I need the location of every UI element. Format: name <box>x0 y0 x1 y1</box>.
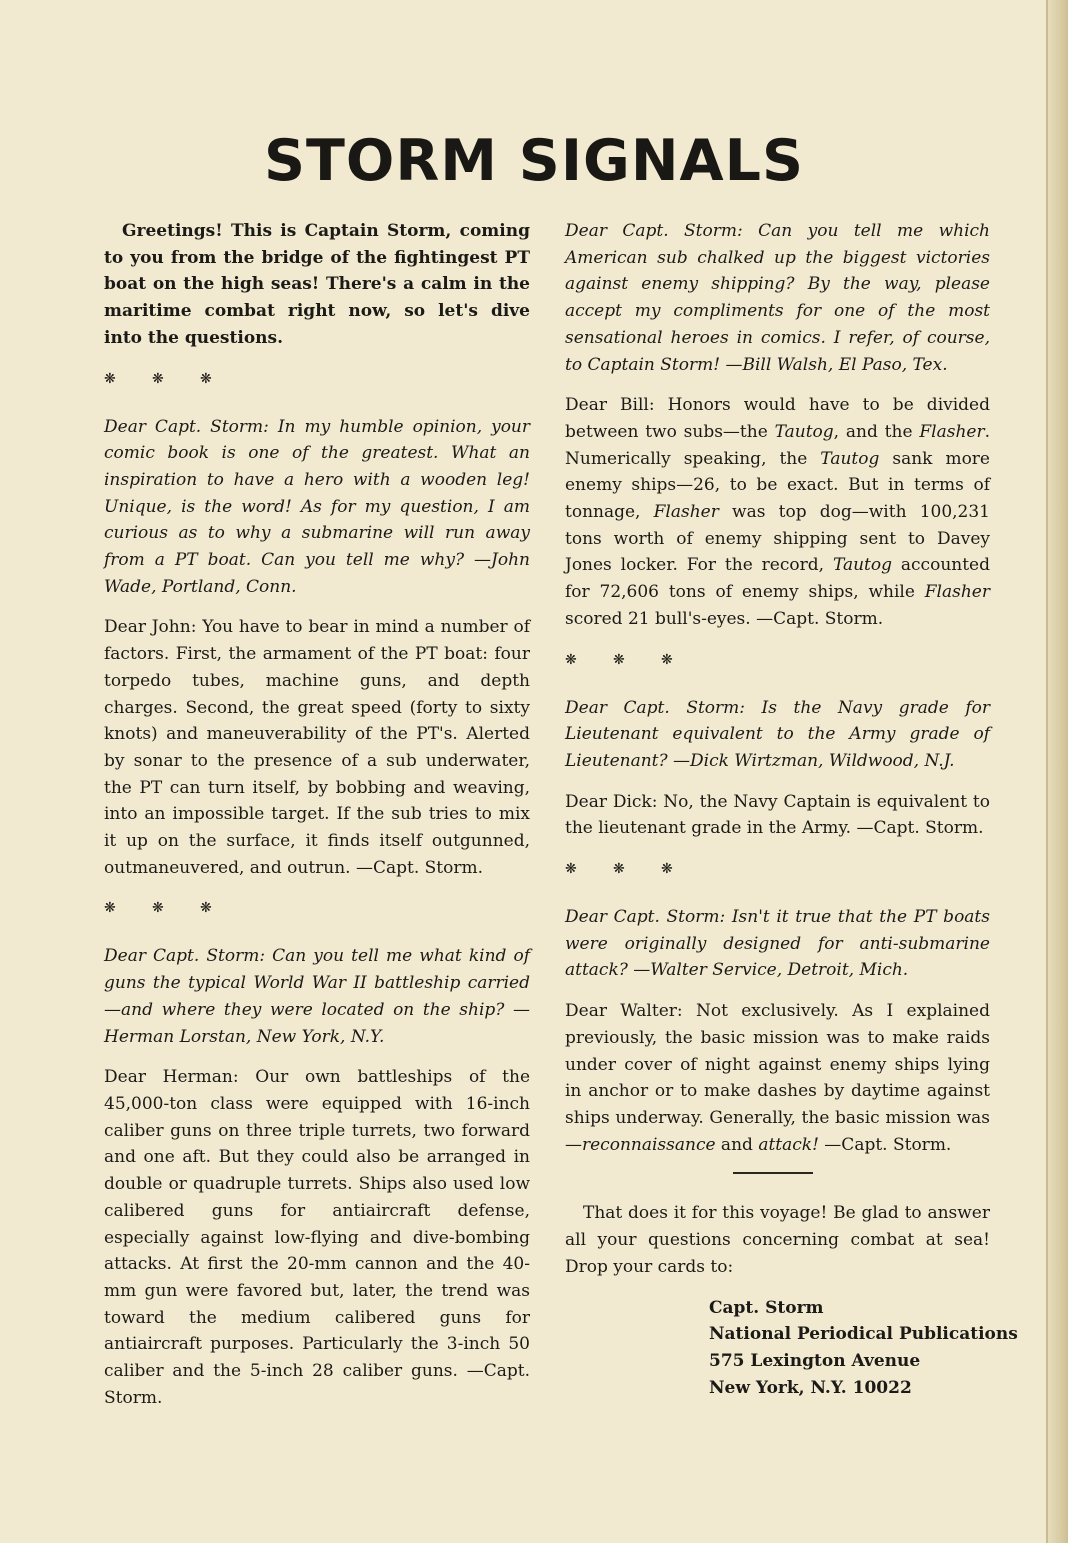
captain-reply: Dear John: You have to bear in mind a number of factors. First, the armament of the PT boat: four torpedo tubes, machine guns, and depth charges. Second, the great speed (forty to sixty knots) and maneuverability of the PT's. Alerted by sonar to the presence of a sub underwater, the PT can turn itself, by bobbing and weaving, into an impossible target. If the sub tries to mix it up on the surface, it finds itself outgunned, outmaneuvered, and outrun. —Capt. Storm. <box>104 617 530 878</box>
separator-mark: ❋ <box>152 900 164 917</box>
page-fold <box>1046 0 1048 1543</box>
separator <box>104 366 530 392</box>
address-line: 575 Lexington Avenue <box>709 1350 921 1371</box>
page-edge <box>1046 0 1068 1543</box>
captain-reply: Dear Walter: Not exclusively. As I explained previously, the basic mission was to make raids under cover of night against enemy ships lying in anchor or to make dashes by daytime against ships underway. Generally, the basic mission was —reconnaissance and attack! —Capt. Storm. <box>565 1001 990 1155</box>
separator-mark: ❋ <box>200 900 212 917</box>
left-column <box>104 218 530 1425</box>
reader-letter: Dear Capt. Storm: Can you tell me which American sub chalked up the biggest victories against enemy shipping? By the way, please accept my compliments for one of the most sensational heroes in comics. I refer, of course, to Captain Storm! —Bill Walsh, El Paso, Tex. <box>565 221 990 375</box>
captain-reply: Dear Bill: Honors would have to be divided between two subs—the Tautog, and the Flasher. Numerically speaking, the Tautog sank more enemy ships—26, to be exact. But in terms of tonnage, Flasher was top dog—with 100,231 tons worth of enemy shipping sent to Davey Jones locker. For the record, Tautog accounted for 72,606 tons of enemy ships, while Flasher scored 21 bull's-eyes. —Capt. Storm. <box>565 395 990 629</box>
separator <box>565 856 990 882</box>
separator-mark: ❋ <box>661 651 673 668</box>
address-line: New York, N.Y. 10022 <box>709 1377 912 1398</box>
separator-mark: ❋ <box>104 370 116 387</box>
closing-paragraph: That does it for this voyage! Be glad to answer all your questions concerning combat at sea! Drop your cards to: <box>565 1203 990 1277</box>
separator <box>565 647 990 673</box>
separator-mark: ❋ <box>613 651 625 668</box>
reader-letter: Dear Capt. Storm: In my humble opinion, your comic book is one of the greatest. What an inspiration to have a hero with a wooden leg! Unique, is the word! As for my question, I am curious as to why a submarine will run away from a PT boat. Can you tell me why? —John Wade, Portland, Conn. <box>104 416 530 597</box>
separator <box>104 895 530 921</box>
reader-letter: Dear Capt. Storm: Isn't it true that the PT boats were originally designed for anti-submarine attack? —Walter Service, Detroit, Mich. <box>565 907 990 981</box>
separator-mark: ❋ <box>565 651 577 668</box>
separator-mark: ❋ <box>613 861 625 878</box>
separator-mark: ❋ <box>104 900 116 917</box>
separator-mark: ❋ <box>200 370 212 387</box>
reader-letter: Dear Capt. Storm: Can you tell me what kind of guns the typical World War II battleship carried —and where they were located on the ship? —Herman Lorstan, New York, N.Y. <box>104 946 530 1047</box>
divider <box>733 1172 813 1174</box>
address-line: National Periodical Publications <box>709 1324 1018 1345</box>
page-title: STORM SIGNALS <box>263 128 805 194</box>
captain-reply: Dear Dick: No, the Navy Captain is equivalent to the lieutenant grade in the Army. —Capt. Storm. <box>565 791 990 839</box>
separator-mark: ❋ <box>152 370 164 387</box>
separator-mark: ❋ <box>565 861 577 878</box>
captain-reply: Dear Herman: Our own battleships of the 45,000-ton class were equipped with 16-inch caliber guns on three triple turrets, two forward and one aft. But they could also be arranged in double or quadruple turrets. Ships also used low calibered guns for antiaircraft defense, especially against low-flying and dive-bombing attacks. At first the 20-mm cannon and the 40-mm gun were favored but, later, the trend was toward the medium calibered guns for antiaircraft purposes. Particularly the 3-inch 50 caliber and the 5-inch 28 caliber guns. —Capt. Storm. <box>104 1067 530 1408</box>
mailing-address <box>709 1295 1018 1402</box>
reader-letter: Dear Capt. Storm: Is the Navy grade for Lieutenant equivalent to the Army grade of Lieutenant? —Dick Wirtzman, Wildwood, N.J. <box>565 697 990 771</box>
right-column <box>565 218 1018 1401</box>
address-line: Capt. Storm <box>709 1297 824 1318</box>
intro-paragraph: Greetings! This is Captain Storm, coming to you from the bridge of the fightingest PT boat on the high seas! There's a calm in the maritime combat right now, so let's dive into the questions. <box>104 221 530 348</box>
separator-mark: ❋ <box>661 861 673 878</box>
